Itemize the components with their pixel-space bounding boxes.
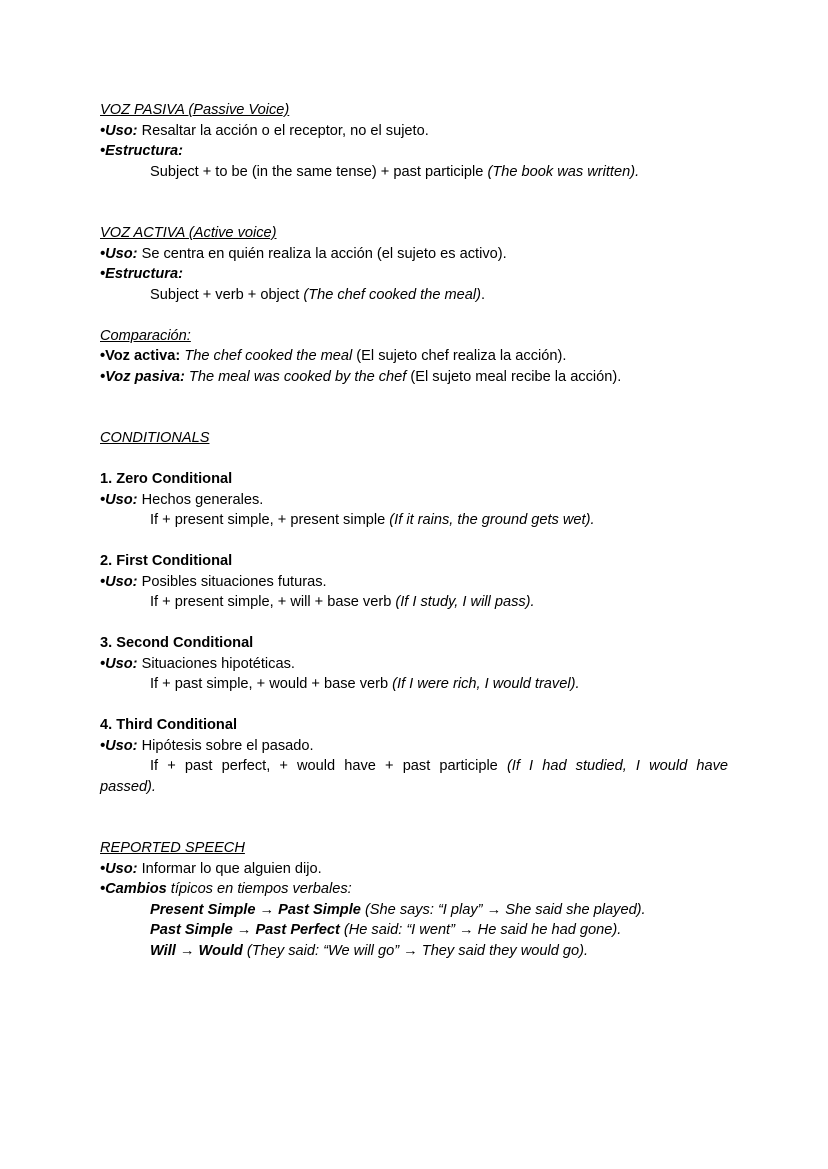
conditional-formula-line	[100, 756, 728, 777]
reported-speech-heading: REPORTED SPEECH	[100, 840, 245, 856]
conditional-second	[100, 633, 728, 695]
arrow-glyph: →	[232, 922, 256, 938]
uso-text: Se centra en quién realiza la acción (el sujeto es activo).	[137, 245, 507, 262]
spacer	[100, 182, 728, 223]
conditional-uso-line	[100, 736, 728, 757]
arrow-glyph: →	[175, 942, 199, 959]
passive-voice-section	[100, 100, 728, 182]
tense-to: Past Simple	[278, 901, 361, 918]
conditional-title-text: 1. Zero Conditional	[100, 471, 233, 487]
uso-label: •Uso:	[100, 573, 138, 590]
conditional-first	[100, 551, 728, 613]
passive-uso-line	[100, 121, 728, 142]
conditional-third	[100, 715, 728, 797]
voz-pasiva-label: •Voz pasiva:	[100, 368, 185, 385]
cambios-label: •Cambios	[100, 881, 167, 897]
tense-from: Will	[150, 942, 176, 959]
conditional-title-text: 2. First Conditional	[100, 553, 233, 569]
spacer	[100, 387, 728, 428]
spacer	[100, 305, 728, 326]
conditional-uso-line	[100, 654, 728, 675]
passive-voice-heading: VOZ PASIVA (Passive Voice)	[100, 102, 290, 118]
tense-to: Would	[198, 942, 243, 959]
change-example: (He said: “I went” → He said he had gone).	[339, 922, 622, 938]
example-continuation-text: passed).	[100, 778, 156, 795]
uso-label: •Uso:	[100, 655, 138, 672]
uso-text: Posibles situaciones futuras.	[137, 573, 327, 590]
conditional-uso-line	[100, 490, 728, 511]
example-text: (If I study, I will pass).	[395, 594, 535, 610]
example-text: (If it rains, the ground gets wet).	[389, 512, 595, 528]
voz-activa-example: The chef cooked the meal	[180, 348, 353, 364]
reported-uso-line	[100, 859, 728, 880]
comparison-passive-line	[100, 367, 728, 388]
tense-from: Present Simple	[150, 901, 256, 918]
spacer	[100, 531, 728, 552]
conditional-zero	[100, 469, 728, 531]
reported-speech-section	[100, 838, 728, 961]
uso-text: Hechos generales.	[137, 491, 264, 508]
estructura-label: •Estructura:	[100, 143, 183, 159]
formula-text: Subject + verb + object	[150, 286, 304, 303]
uso-text: Informar lo que alguien dijo.	[137, 860, 322, 877]
tense-to: Past Perfect	[255, 922, 340, 938]
example-text: (The chef cooked the meal)	[303, 286, 481, 303]
document-page	[100, 100, 728, 961]
example-text: (If I were rich, I would travel).	[392, 676, 580, 692]
tense-from: Past Simple	[150, 922, 233, 938]
conditionals-heading: CONDITIONALS	[100, 430, 210, 446]
uso-text: Resaltar la acción o el receptor, no el sujeto.	[137, 122, 429, 139]
spacer	[100, 613, 728, 634]
voz-pasiva-example: The meal was cooked by the chef	[184, 368, 407, 385]
active-estructura-line	[100, 264, 728, 285]
formula-text: If + past perfect, + would have + past participle	[150, 758, 507, 774]
conditional-title-text: 4. Third Conditional	[100, 717, 238, 733]
example-text: (The book was written).	[487, 163, 640, 180]
voz-activa-note: (El sujeto chef realiza la acción).	[352, 348, 567, 364]
uso-label: •Uso:	[100, 737, 138, 754]
comparison-heading: Comparación:	[100, 327, 191, 344]
conditional-formula-line	[100, 510, 728, 531]
reported-change-line	[100, 941, 728, 962]
reported-cambios-line	[100, 879, 728, 900]
uso-label: •Uso:	[100, 491, 138, 508]
conditional-title-text: 3. Second Conditional	[100, 635, 254, 651]
uso-text: Hipótesis sobre el pasado.	[137, 737, 314, 754]
change-example: (She says: “I play” → She said she played).	[360, 901, 646, 918]
estructura-label: •Estructura:	[100, 266, 183, 282]
spacer	[100, 797, 728, 838]
comparison-active-line	[100, 346, 728, 367]
uso-text: Situaciones hipotéticas.	[137, 655, 295, 672]
formula-text: If + present simple, + will + base verb	[150, 594, 396, 610]
reported-change-line	[100, 920, 728, 941]
spacer	[100, 695, 728, 716]
voz-activa-label: •Voz activa:	[100, 348, 181, 364]
conditional-formula-line	[100, 592, 728, 613]
formula-text: If + past simple, + would + base verb	[150, 676, 393, 692]
voz-pasiva-note: (El sujeto meal recibe la acción).	[406, 368, 622, 385]
formula-text: If + present simple, + present simple	[150, 512, 390, 528]
passive-formula-line	[100, 162, 728, 183]
change-example: (They said: “We will go” → They said they would go).	[242, 942, 589, 959]
active-formula-line	[100, 285, 728, 306]
uso-label: •Uso:	[100, 860, 138, 877]
formula-text: Subject + to be (in the same tense) + past participle	[150, 163, 488, 180]
uso-label: •Uso:	[100, 122, 138, 139]
comparison-section	[100, 326, 728, 388]
conditional-title	[100, 633, 728, 654]
conditional-title	[100, 715, 728, 736]
active-voice-heading: VOZ ACTIVA (Active voice)	[100, 225, 277, 241]
active-voice-section	[100, 223, 728, 305]
conditional-title	[100, 551, 728, 572]
conditionals-section	[100, 428, 728, 797]
example-text: (If I had studied, I would have	[506, 758, 728, 774]
reported-change-line	[100, 900, 728, 921]
cambios-text: típicos en tiempos verbales:	[166, 881, 352, 897]
active-uso-line	[100, 244, 728, 265]
conditional-title	[100, 469, 728, 490]
arrow-glyph: →	[255, 901, 279, 918]
conditional-uso-line	[100, 572, 728, 593]
uso-label: •Uso:	[100, 245, 138, 262]
period: .	[480, 286, 486, 303]
conditional-formula-line	[100, 674, 728, 695]
passive-estructura-line	[100, 141, 728, 162]
spacer	[100, 449, 728, 470]
conditional-formula-continuation	[100, 777, 728, 798]
